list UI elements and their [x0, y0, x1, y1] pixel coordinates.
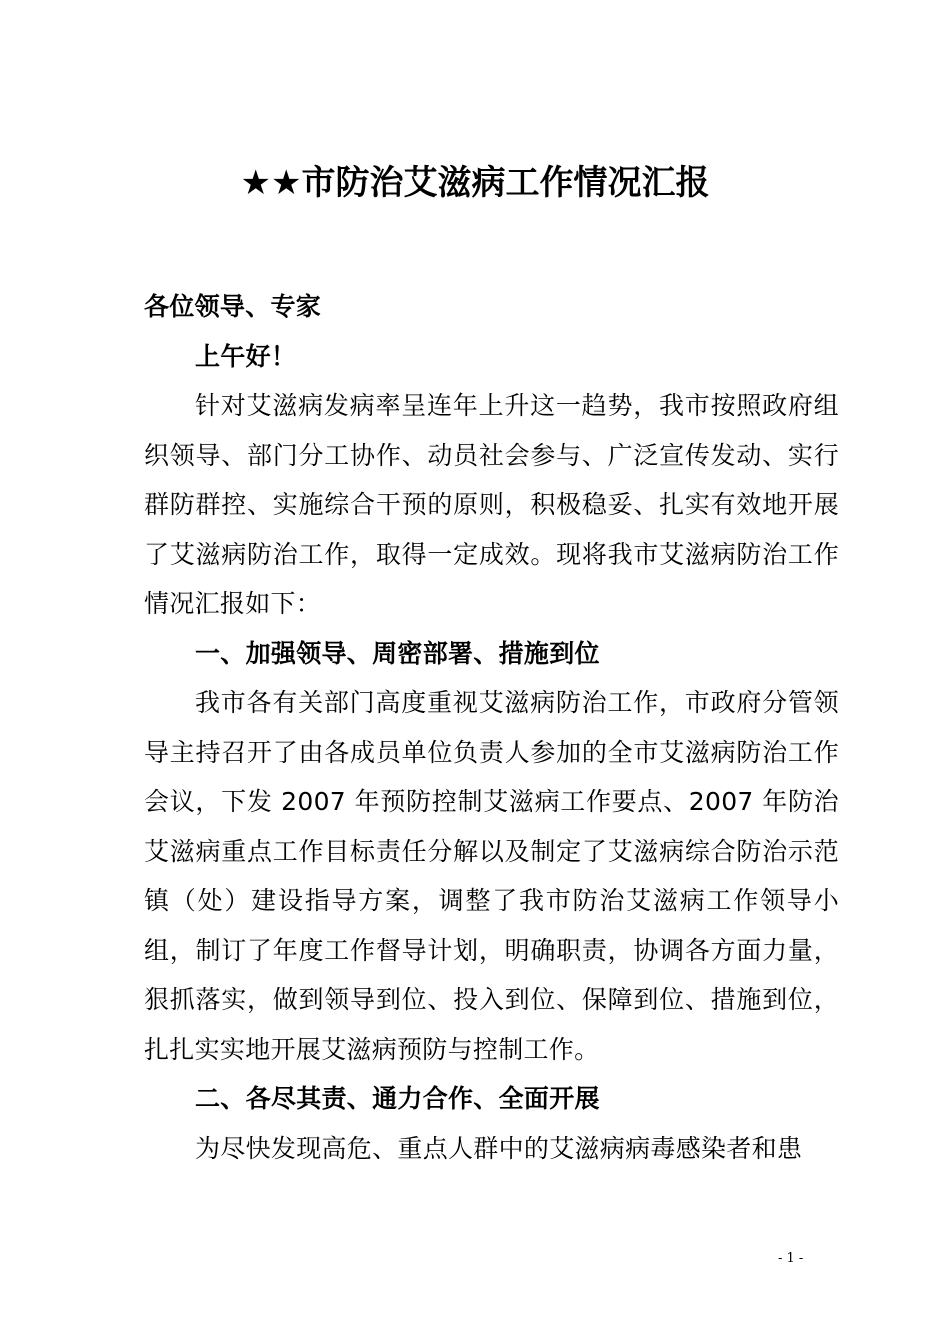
intro-paragraph: 针对艾滋病发病率呈连年上升这一趋势，我市按照政府组织领导、部门分工协作、动员社会参与、广泛宣传发动、实行群防群控、实施综合干预的原则，积极稳妥、扎实有效地开展了艾滋病防治工作，取得一定成效。现将我市艾滋病防治工作情况汇报如下：: [144, 391, 839, 618]
section-heading-2: 二、各尽其责、通力合作、全面开展: [195, 1084, 600, 1113]
section-1-paragraph: 我市各有关部门高度重视艾滋病防治工作，市政府分管领导主持召开了由各成员单位负责人参加的全市艾滋病防治工作会议，下发 2007 年预防控制艾滋病工作要点、2007 年防治艾滋病重点工作目标责任分解以及制定了艾滋病综合防治示范镇（处）建设指导方案，调整了我市防治艾滋病工作领导小组，制订了年度工作督导计划，明确职责，协调各方面力量，狠抓落实，做到领导到位、投入到位、保障到位、措施到位，扎扎实实地开展艾滋病预防与控制工作。: [144, 688, 839, 1064]
section-2-paragraph: 为尽快发现高危、重点人群中的艾滋病病毒感染者和患: [195, 1133, 803, 1163]
section-heading-1: 一、加强领导、周密部署、措施到位: [195, 638, 600, 668]
page-number: - 1 -: [778, 1251, 804, 1266]
document-title: ★★市防治艾滋病工作情况汇报: [240, 163, 710, 203]
greeting: 上午好！: [195, 341, 297, 371]
document-body: [144, 282, 839, 1173]
salutation: 各位领导、专家: [144, 292, 322, 321]
